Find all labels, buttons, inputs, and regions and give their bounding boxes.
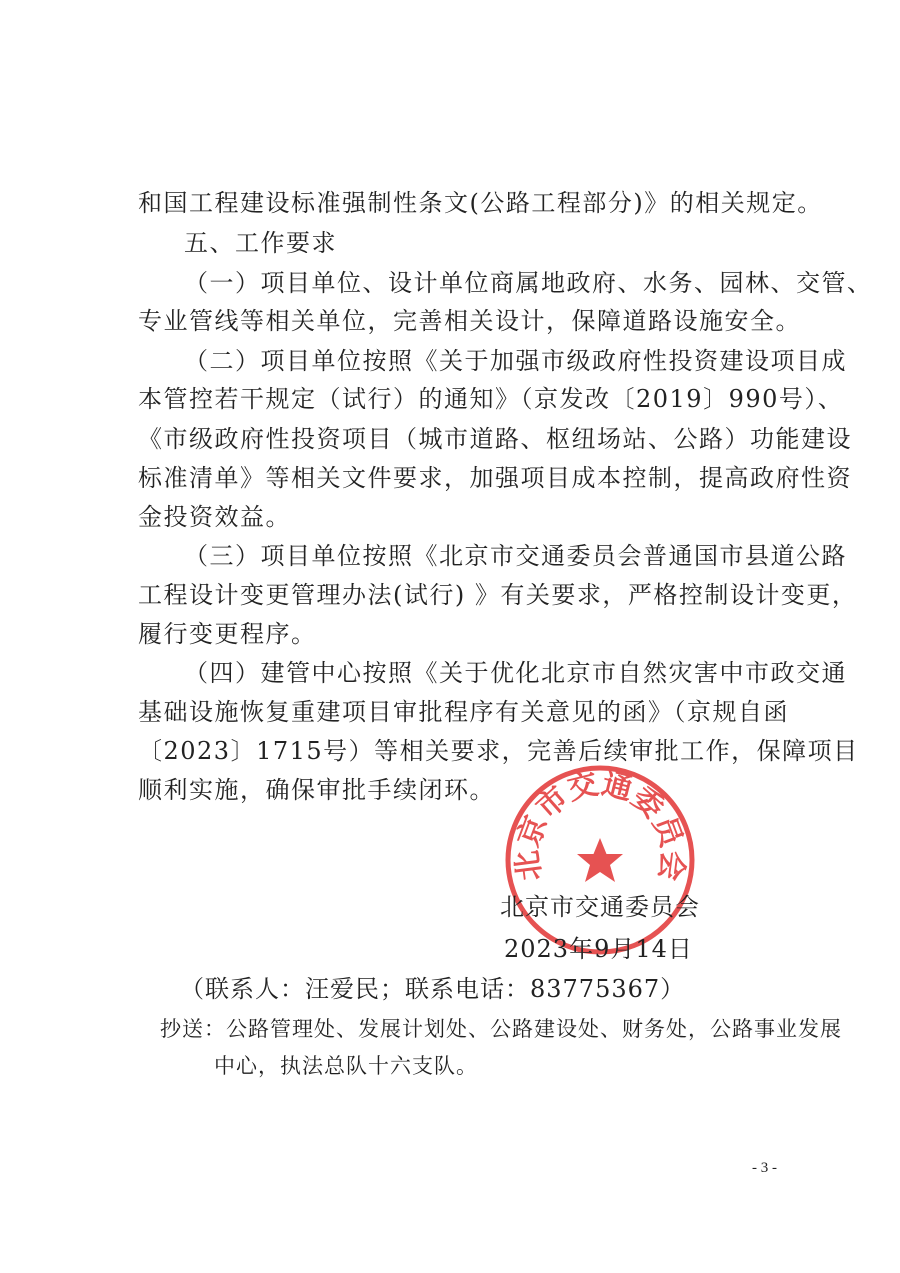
body-line: （三）项目单位按照《北京市交通委员会普通国市县道公路	[184, 542, 847, 570]
seal-text: 北京市交通委员会	[509, 766, 691, 883]
body-line: 〔2023〕1715号）等相关要求，完善后续审批工作，保障项目	[138, 737, 859, 765]
signing-date: 2023年9月14日	[504, 935, 693, 963]
official-seal	[500, 760, 700, 960]
body-line: 《市级政府性投资项目（城市道路、枢纽场站、公路）功能建设	[138, 425, 852, 453]
body-line: （二）项目单位按照《关于加强市级政府性投资建设项目成	[184, 347, 847, 375]
body-line: （一）项目单位、设计单位商属地政府、水务、园林、交管、	[184, 269, 873, 297]
body-line: 顺利实施，确保审批手续闭环。	[138, 776, 495, 804]
star-icon	[577, 838, 623, 882]
section-heading: 五、工作要求	[184, 229, 337, 257]
body-line: （四）建管中心按照《关于优化北京市自然灾害中市政交通	[184, 659, 847, 687]
contact-info: （联系人：汪爱民；联系电话：83775367）	[180, 975, 686, 1003]
page-number: - 3 -	[752, 1160, 777, 1176]
cc-line-2: 中心，执法总队十六支队。	[214, 1054, 478, 1078]
body-line: 金投资效益。	[138, 503, 291, 531]
signing-organization: 北京市交通委员会	[500, 893, 700, 921]
cc-line-1: 抄送：公路管理处、发展计划处、公路建设处、财务处，公路事业发展	[160, 1017, 842, 1041]
body-line: 履行变更程序。	[138, 620, 317, 648]
body-line: 基础设施恢复重建项目审批程序有关意见的函》（京规自函	[138, 698, 789, 726]
body-line: 专业管线等相关单位，完善相关设计，保障道路设施安全。	[138, 307, 801, 335]
body-line: 标准清单》等相关文件要求，加强项目成本控制，提高政府性资	[138, 464, 852, 492]
body-line: 工程设计变更管理办法(试行) 》有关要求，严格控制设计变更，	[138, 581, 858, 609]
body-line: 本管控若干规定（试行）的通知》（京发改〔2019〕990号）、	[138, 385, 844, 413]
body-line: 和国工程建设标准强制性条文(公路工程部分)》的相关规定。	[138, 189, 823, 217]
